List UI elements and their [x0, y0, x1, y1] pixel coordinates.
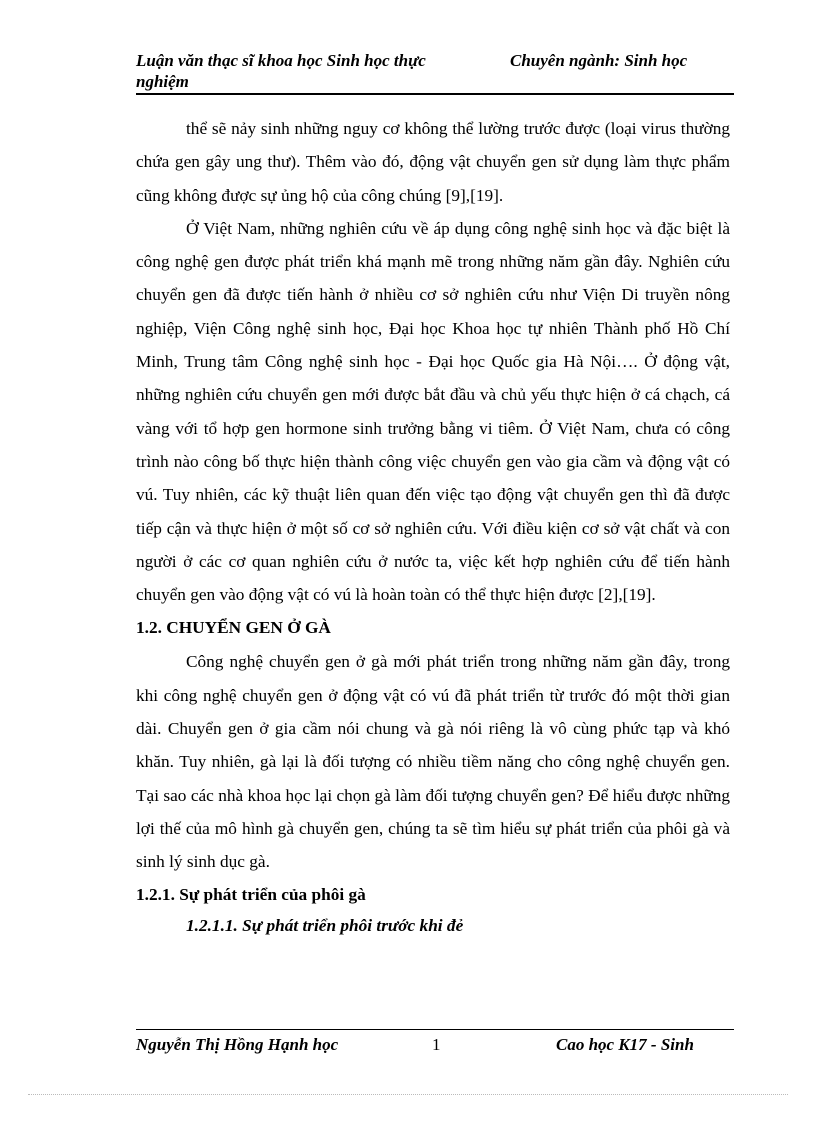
page-edge [28, 1094, 788, 1095]
header-major: Chuyên ngành: Sinh học [510, 51, 688, 70]
footer-course: Cao học K17 - Sinh [556, 1035, 694, 1054]
footer-author: Nguyễn Thị Hồng Hạnh học [136, 1035, 339, 1054]
page-number: 1 [432, 1035, 441, 1054]
page-header [136, 50, 734, 94]
footer-divider [136, 1029, 734, 1030]
section-heading-1-2-1-1: 1.2.1.1. Sự phát triển phôi trước khi đẻ [186, 915, 464, 935]
paragraph-continuation: thể sẽ nảy sinh những nguy cơ không thể lường trước được (loại virus thường chứa gen gây ung thư). Thêm vào đó, động vật chuyển gen sử dụng làm thực phẩm cũng không được sự ủng hộ của công chúng [9],[19]. [136, 119, 730, 205]
document-body [136, 112, 730, 941]
section-heading-1-2: 1.2. CHUYỂN GEN Ở GÀ [136, 618, 331, 638]
header-divider [136, 93, 734, 95]
section-heading-1-2-1: 1.2.1. Sự phát triển của phôi gà [136, 884, 366, 904]
paragraph-vietnam-research: Ở Việt Nam, những nghiên cứu về áp dụng công nghệ sinh học và đặc biệt là công nghệ gen được phát triển khá mạnh mẽ trong những năm gần đây. Nghiên cứu chuyển gen đã được tiến hành ở nhiều cơ sở nghiên cứu như Viện Di truyền nông nghiệp, Viện Công nghệ sinh học, Đại học Khoa học tự nhiên Thành phố Hồ Chí Minh, Trung tâm Công nghệ sinh học - Đại học Quốc gia Hà Nội…. Ở động vật, những nghiên cứu chuyển gen mới được bắt đầu và chủ yếu thực hiện ở cá chạch, cá vàng với tổ hợp gen hormone sinh trưởng bằng vi tiêm. Ở Việt Nam, chưa có công trình nào công bố thực hiện thành công việc chuyển gen vào gia cầm và động vật có vú. Tuy nhiên, các kỹ thuật liên quan đến việc tạo động vật chuyển gen thì đã được tiếp cận và thực hiện ở một số cơ sở nghiên cứu. Với điều kiện cơ sở vật chất và con người ở các cơ quan nghiên cứu ở nước ta, việc kết hợp nghiên cứu để tiến hành chuyển gen vào động vật có vú là hoàn toàn có thể thực hiện được [2],[19]. [136, 218, 730, 605]
header-thesis-title: Luận văn thạc sĩ khoa học Sinh học thực nghiệm [136, 51, 426, 91]
paragraph-chicken-transgenic: Công nghệ chuyển gen ở gà mới phát triển trong những năm gần đây, trong khi công nghệ chuyển gen ở động vật có vú đã phát triển từ trước đó một thời gian dài. Chuyển gen ở gia cầm nói chung và gà nói riêng là vô cùng phức tạp và khó khăn. Tuy nhiên, gà lại là đối tượng có nhiều tiềm năng cho công nghệ chuyển gen. Tại sao các nhà khoa học lại chọn gà làm đối tượng chuyển gen? Để hiểu được những lợi thế của mô hình gà chuyển gen, chúng ta sẽ tìm hiểu sự phát triển của phôi gà và sinh lý sinh dục gà. [136, 652, 730, 872]
